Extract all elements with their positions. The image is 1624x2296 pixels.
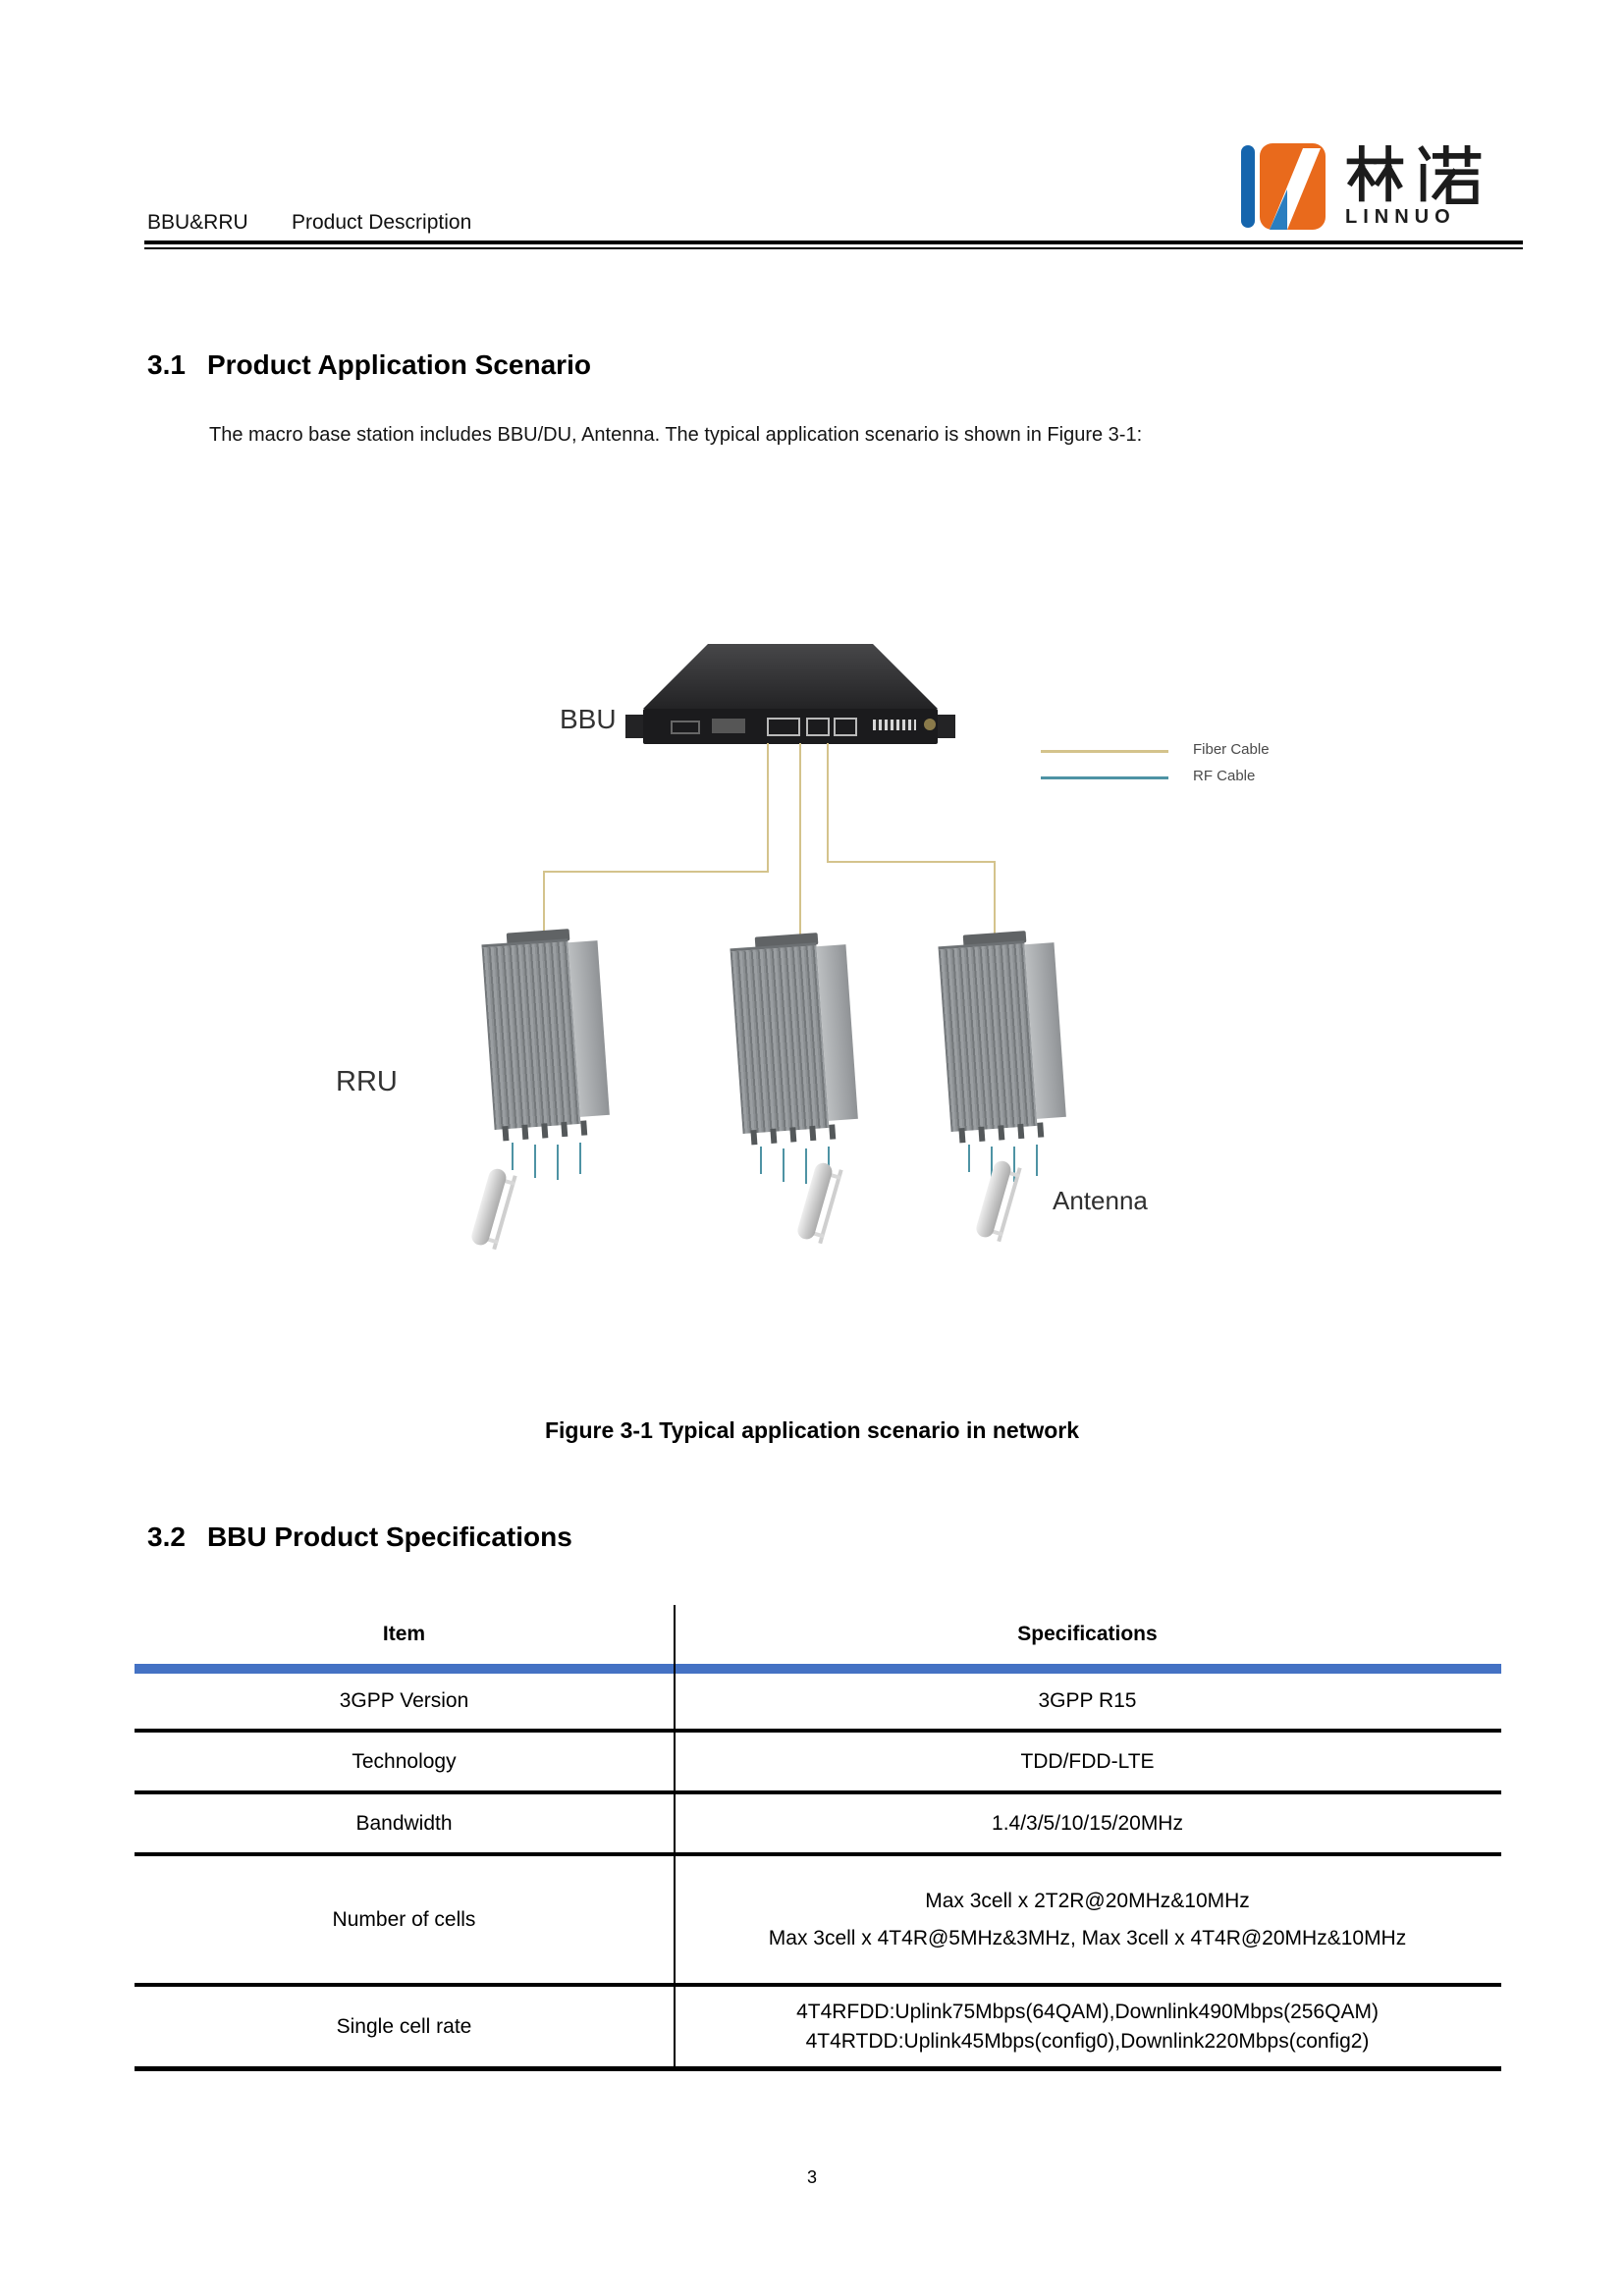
section-3-1-number: 3.1 [147,349,186,380]
section-3-2-heading [147,1522,572,1553]
rru-connector [561,1122,568,1137]
cell-item: Single cell rate [336,2014,472,2038]
bbu-port [712,719,745,733]
rru-connector [541,1123,548,1138]
cell-spec: Max 3cell x 2T2R@20MHz&10MHz [925,1889,1250,1912]
section-3-2-number: 3.2 [147,1522,186,1552]
legend-fiber-label: Fiber Cable [1193,741,1270,758]
column-header-specifications: Specifications [1017,1623,1158,1645]
cell-item: Bandwidth [355,1811,453,1835]
cell-spec: TDD/FDD-LTE [1020,1749,1155,1773]
rru-connector [809,1126,816,1141]
figure-caption: Figure 3-1 Typical application scenario in network [544,1417,1080,1443]
bbu-mount-ear-right [936,715,955,738]
cell-item: Number of cells [332,1907,476,1931]
section-3-1-heading [147,349,591,381]
rru-heatsink [938,940,1037,1132]
header-rule-thick [144,240,1523,244]
table-header-row [135,1605,1501,1664]
table-row [135,1856,1501,1983]
rru-connector [521,1125,528,1140]
rf-cable [805,1148,807,1184]
rf-cable [968,1145,970,1172]
fiber-cable-segment [543,871,769,873]
bbu-spec-table [135,1605,1501,2071]
section-3-2-title: BBU Product Specifications [206,1522,572,1552]
rru-connector [1017,1124,1024,1139]
legend-rf-line [1041,776,1168,779]
page-number: 3 [806,2167,817,2187]
rf-cable [512,1143,514,1170]
bbu-device-front-panel [643,709,938,744]
logo-en-wordmark: LINNUO [1345,206,1456,228]
fiber-cable-segment [827,861,996,863]
rru-connector [750,1130,757,1145]
antenna-radome [469,1167,508,1248]
column-header-item: Item [382,1623,426,1645]
table-row [135,1733,1501,1790]
bbu-mount-ear-left [625,715,645,738]
doc-title-right: Product Description [292,211,472,234]
bbu-label: BBU [560,704,617,734]
rru-connector [502,1126,509,1141]
cell-item: 3GPP Version [339,1689,469,1712]
rru-connector [770,1129,777,1144]
table-bottom-rule [135,2066,1501,2071]
cell-spec: 1.4/3/5/10/15/20MHz [992,1811,1183,1835]
rru-connector [978,1127,985,1142]
doc-title-left: BBU&RRU [147,211,248,234]
rru-connector [1037,1122,1044,1137]
fiber-cable-segment [767,743,769,873]
antenna-label: Antenna [1053,1186,1148,1215]
rru-connector [998,1125,1004,1140]
rf-cable [760,1147,762,1174]
rf-cable [1036,1145,1038,1176]
bbu-sfp-port [806,718,830,736]
table-row [135,1987,1501,2066]
bbu-sfp-port [834,718,857,736]
rru-heatsink [481,938,580,1130]
cell-spec: 4T4RFDD:Uplink75Mbps(64QAM),Downlink490Mbps(256QAM) [796,2000,1379,2023]
fiber-cable-segment [994,861,996,937]
rf-cable [534,1145,536,1178]
fiber-cable-segment [799,743,801,939]
logo-cn-wordmark [1343,145,1485,204]
intro-paragraph: The macro base station includes BBU/DU, Antenna. The typical application scenario is shown in Figure 3-1: [209,424,1143,446]
fiber-cable-segment [827,743,829,863]
table-row [135,1674,1501,1729]
cell-spec: 4T4RTDD:Uplink45Mbps(config0),Downlink220Mbps(config2) [805,2029,1370,2053]
bbu-sfp-port [767,718,800,736]
antenna-radome [974,1159,1012,1240]
bbu-label-strip [873,720,916,730]
cell-item: Technology [352,1749,457,1773]
rru-unit-3 [934,929,1073,1145]
bbu-port [671,721,700,734]
cell-spec: 3GPP R15 [1038,1689,1137,1712]
rf-cable [579,1143,581,1174]
table-column-divider [674,1605,676,2066]
table-accent-rule [135,1664,1501,1674]
cell-spec: Max 3cell x 4T4R@5MHz&3MHz, Max 3cell x 4T4R@20MHz&10MHz [768,1926,1407,1949]
legend-rf-label: RF Cable [1193,768,1256,784]
rf-cable [557,1145,559,1180]
header-rule-thin [144,247,1523,249]
bbu-device-top [643,644,938,709]
rf-cable [783,1148,785,1182]
bbu-rf-connector [924,719,936,730]
antenna-2 [792,1160,853,1251]
rru-heatsink [730,942,829,1134]
rru-unit-1 [477,927,617,1143]
rru-connector [789,1127,796,1142]
rru-connector [958,1128,965,1143]
rru-unit-2 [726,931,865,1147]
antenna-1 [466,1166,527,1256]
section-3-1-title: Product Application Scenario [206,349,591,380]
rru-connector [580,1120,587,1135]
rru-connector [829,1124,836,1139]
antenna-radome [795,1161,834,1242]
legend-fiber-line [1041,750,1168,753]
rru-label: RRU [336,1066,398,1097]
table-row [135,1794,1501,1852]
antenna-3 [971,1158,1032,1249]
linnuo-logo-icon [1240,142,1326,231]
